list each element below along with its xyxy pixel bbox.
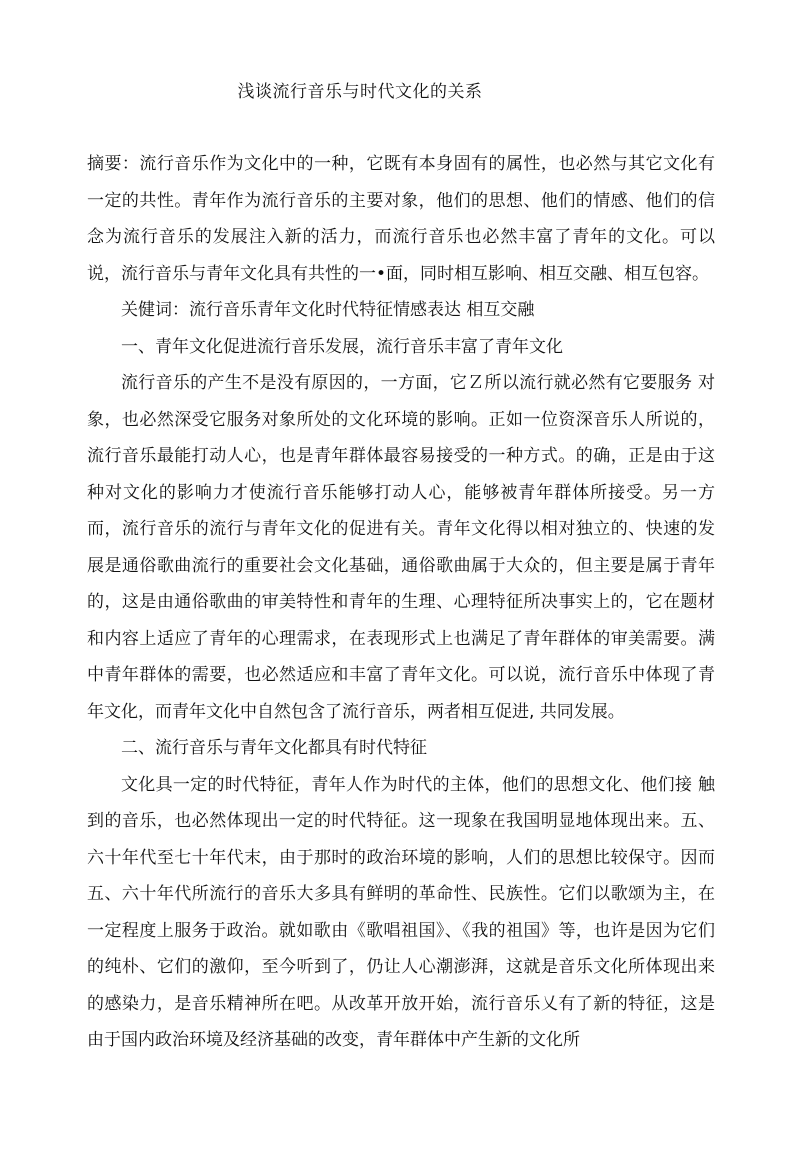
section-1-heading: 一、青年文化促进流行音乐发展，流行音乐丰富了青年文化	[121, 336, 563, 357]
document-title: 浅谈流行音乐与时代文化的关系	[237, 82, 483, 102]
abstract-paragraph: 摘要：流行音乐作为文化中的一种，它既有本身固有的属性，也必然与其它文化有一定的共性。青年作为流行音乐的主要对象，他们的思想、他们的情感、他们的信念为流行音乐的发展注入新的活力，而流行音乐也必然丰富了青年的文化。可以说，流行音乐与青年文化具有共性的一•面，同时相互影响、相互交融、相互包容。	[87, 154, 715, 284]
document-body	[87, 146, 715, 1059]
section-1-paragraph: 流行音乐的产生不是没有原因的，一方面，它Ｚ所以流行就必然有它要服务 对象，也必然深受它服务对象所处的文化环境的影响。正如一位资深音乐人所说的，流行音乐最能打动人心，也是青年群体最容易接受的一种方式。的确，正是由于这种对文化的影响力才使流行音乐能够打动人心，能够被青年群体所接受。另一方而，流行音乐的流行与青年文化的促进有关。青年文化得以相对独立的、快速的发展是通俗歌曲流行的重要社会文化基础，通俗歌曲属于大众的，但主要是属于青年的，这是由通俗歌曲的审美特性和青年的生理、心理特征所决事实上的，它在题材和内容上适应了青年的心理需求，在表现形式上也满足了青年群体的审美需要。满中青年群体的需要，也必然适应和丰富了青年文化。可以说，流行音乐中体现了青年文化，而青年文化中自然包含了流行音乐，两者相互促进, 共同发展。	[87, 373, 715, 722]
section-2-heading: 二、流行音乐与青年文化都具有时代特征	[121, 738, 427, 758]
keywords-line: 关健词：流行音乐青年文化时代特征情感表达 相互交融	[121, 300, 535, 320]
section-2-paragraph: 文化具一定的时代特征，青年人作为时代的主体，他们的思想文化、他们接 触到的音乐，也必然体现出一定的时代特征。这一现象在我国明显地体现出来。五、六十年代至七十年代末，由于那时的政治环境的影响，人们的思想比较保守。因而五、六十年代所流行的音乐大多具有鲜明的革命性、民族性。它们以歌颂为主，在一定程度上服务于政治。就如歌由《歌唱祖国》、《我的祖国》等，也许是因为它们的纯朴、它们的激仰，至今听到了，仍让人心潮澎湃，这就是音乐文化所体现出来的感染力，是音乐精神所在吧。从改革开放开始，流行音乐乂有了新的特征，这是由于国内政治环境及经济基础的改变，青年群体中产生新的文化所	[87, 774, 715, 1050]
